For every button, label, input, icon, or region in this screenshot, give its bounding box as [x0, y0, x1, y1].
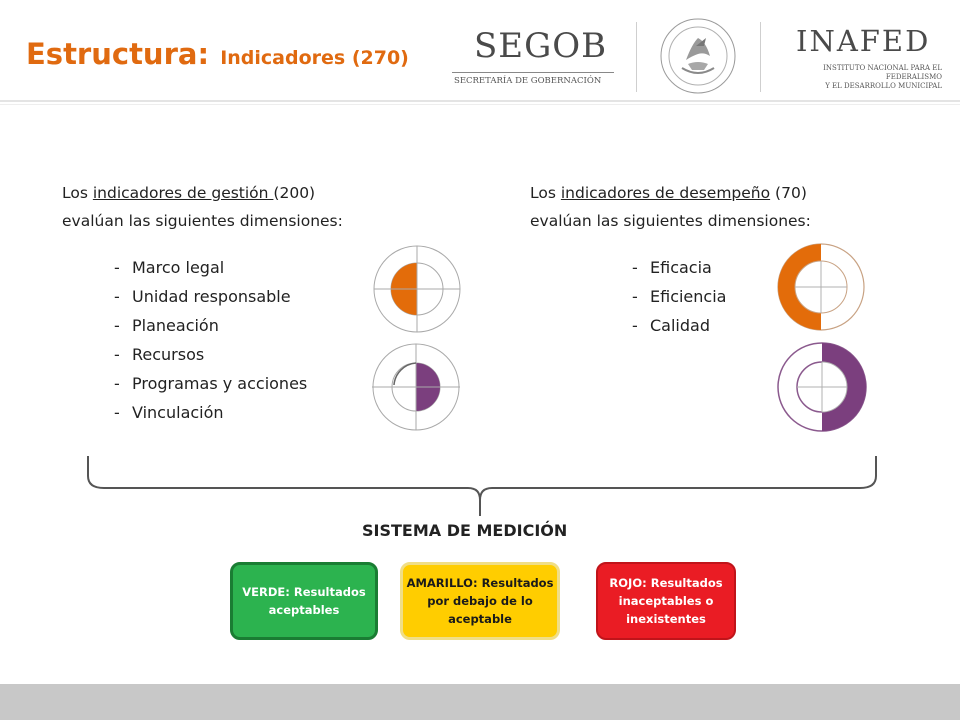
orange-left-quadrant-icon: [372, 244, 462, 334]
desempeno-intro: [530, 179, 811, 235]
segob-logo: [448, 26, 618, 90]
list-item: [632, 282, 726, 311]
status-amarillo-line: aceptable: [448, 612, 512, 626]
footer-band: [0, 684, 960, 720]
status-rojo-line: inaceptables o: [618, 594, 714, 608]
header-divider: [0, 100, 960, 102]
bullet-dash: -: [114, 287, 120, 306]
gestion-intro-count: (200): [273, 184, 316, 202]
status-rojo-line: inexistentes: [626, 612, 706, 626]
status-rojo-line: ROJO: Resultados: [609, 576, 723, 590]
status-amarillo-line: por debajo de lo: [427, 594, 533, 608]
segob-logo-subtitle: SECRETARÍA DE GOBERNACIÓN: [454, 76, 602, 86]
status-rojo-box: [596, 562, 736, 640]
status-amarillo-line: AMARILLO: Resultados: [406, 576, 554, 590]
bullet-dash: -: [632, 258, 638, 277]
segob-logo-word: SEGOB: [474, 26, 608, 66]
list-item: [114, 398, 307, 427]
bullet-dash: -: [114, 316, 120, 335]
purple-half-ring-icon: [776, 341, 868, 433]
bullet-dash: -: [632, 287, 638, 306]
list-item-label: Calidad: [650, 316, 710, 335]
logo-divider: [636, 22, 637, 92]
gestion-intro-prefix: Los: [62, 184, 93, 202]
list-item: [114, 340, 307, 369]
list-item: [114, 253, 307, 282]
desempeno-intro-prefix: Los: [530, 184, 561, 202]
list-item: [114, 369, 307, 398]
status-verde-line: VERDE: Resultados: [242, 585, 366, 599]
inafed-logo-subtitle: [782, 64, 942, 91]
list-item-label: Planeación: [132, 316, 219, 335]
inafed-subtitle-line: INSTITUTO NACIONAL PARA EL FEDERALISMO: [823, 64, 942, 81]
list-item-label: Unidad responsable: [132, 287, 291, 306]
page-title: [26, 34, 409, 72]
desempeno-intro-line2: evalúan las siguientes dimensiones:: [530, 212, 811, 230]
status-amarillo-box: [400, 562, 560, 640]
status-verde-box: [230, 562, 378, 640]
bullet-dash: -: [632, 316, 638, 335]
inafed-logo-word: INAFED: [796, 24, 931, 58]
list-item-label: Recursos: [132, 345, 205, 364]
purple-right-quadrant-icon: [370, 342, 462, 432]
inafed-subtitle-line: Y EL DESARROLLO MUNICIPAL: [825, 82, 942, 90]
bullet-dash: -: [114, 374, 120, 393]
mexican-coat-of-arms-icon: [652, 16, 744, 96]
gestion-dimension-list: [114, 253, 307, 427]
desempeno-intro-link: indicadores de desempeño: [560, 184, 771, 202]
title-subtitle: Indicadores (270): [220, 47, 409, 69]
gestion-intro-link: indicadores de gestión: [92, 184, 274, 202]
list-item: [632, 311, 726, 340]
orange-half-ring-icon: [776, 242, 866, 332]
gestion-intro-line2: evalúan las siguientes dimensiones:: [62, 212, 343, 230]
segob-logo-rule: [452, 72, 614, 73]
list-item-label: Vinculación: [132, 403, 224, 422]
gestion-intro: [62, 179, 343, 235]
sistema-title: SISTEMA DE MEDICIÓN: [362, 521, 568, 540]
list-item: [114, 282, 307, 311]
bullet-dash: -: [114, 403, 120, 422]
desempeno-dimension-list: [632, 253, 726, 340]
list-item-label: Programas y acciones: [132, 374, 308, 393]
list-item-label: Eficacia: [650, 258, 712, 277]
header-divider: [0, 104, 960, 105]
grouping-brace-icon: [84, 454, 880, 518]
bullet-dash: -: [114, 345, 120, 364]
list-item-label: Eficiencia: [650, 287, 727, 306]
inafed-logo: [776, 24, 956, 90]
status-verde-line: aceptables: [268, 603, 340, 617]
title-main: Estructura:: [26, 37, 210, 71]
list-item: [114, 311, 307, 340]
bullet-dash: -: [114, 258, 120, 277]
list-item: [632, 253, 726, 282]
desempeno-intro-count: (70): [770, 184, 807, 202]
logo-divider: [760, 22, 761, 92]
list-item-label: Marco legal: [132, 258, 225, 277]
